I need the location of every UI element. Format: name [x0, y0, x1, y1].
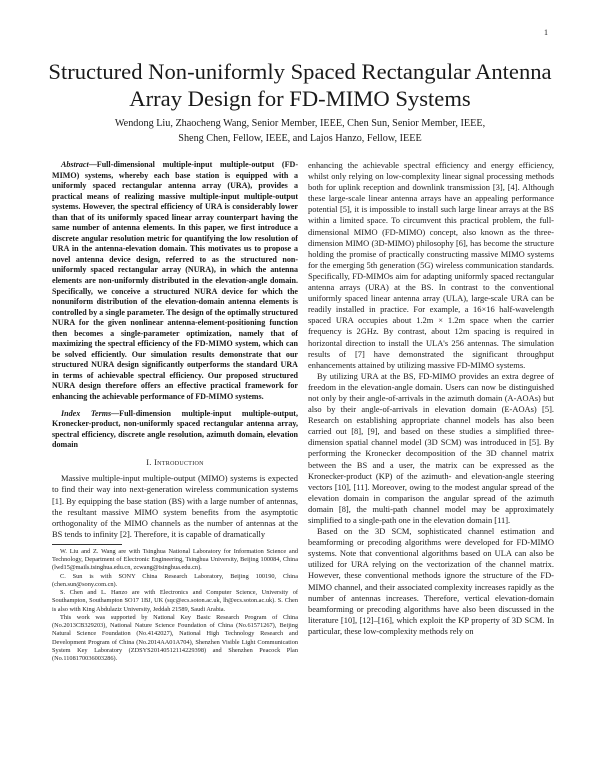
right-paragraph-2: By utilizing URA at the BS, FD-MIMO provides an extra degree of freedom in the elevation-angle domain. Users can now be distinguished not only by their angle-of-arrivals in the azimuth domain (A-AOAs) but also by their angle-of-arrivals in elevation domain (E-AOAs) [5]. Research on establishing appropriate channel models has also been carried out [8], [9], and based on these studies a simplified three-dimension spatial channel model (3D SCM) was introduced in [5]. By performing the Kronecker decomposition of the 3D channel matrix between the BS and a user, the matrix can be expressed as the Kronecker-product (KP) of the azimuth- and elevation-angle steering vectors [10], [11]. Moreover, owing to the modest angular spread of the elevation domain in comparison the angular spread of the azimuth domain [8], the multi-path channel model may be approximately simplified to a single-path one in the elevation domain [11]. — [308, 370, 554, 525]
author-list — [40, 116, 560, 146]
abstract — [52, 160, 298, 403]
index-terms-text: —Full-dimension multiple-input multiple-output, Kronecker-product, non-uniformly spaced rectangular antenna array, spectral efficiency, discrete angle resolution, azimuth domain, elevation domain — [52, 408, 298, 450]
author-line-2: Sheng Chen, Fellow, IEEE, and Lajos Hanzo, Fellow, IEEE — [178, 133, 422, 144]
abstract-text: —Full-dimensional multiple-input multiple-output (FD-MIMO) systems, whereby each base station is equipped with a uniformly spaced rectangular antenna array (URA), provides a practical means of realizing massive multiple-input multiple-output systems. However, the spectral efficiency of URA is considerably lower than that of its uniformly spaced linear array counterpart having the same number of antenna elements. In this paper, we first introduce a discrete angular resolution metric for quantifying the low resolution of URA in the antenna-elevation domain. This motivates us to propose a novel antenna device design, referred to as the structured non-uniformly spaced rectangular array (NURA), in which the antenna elements are non-uniformly distributed in the elevation-angle domain. Specifically, we conceive a structured NURA device for which the nonuniform distribution of the elevation-domain antenna elements is controlled by a single parameter. The design of the optimally structured NURA for the given nonlinear antenna-element-positioning function then becomes a single-parameter optimization, namely that of maximizing the spectral efficiency of the FD-MIMO system, which can be solved efficiently. Our simulation results demonstrate that our structured NURA design significantly outperforms the standard URA in terms of achievable spectral efficiency. Our proposed structured NURA design therefore offers an effective practical framework for enhancing the achievable performance of FD-MIMO systems. — [52, 160, 298, 402]
footnote-2: C. Sun is with SONY China Research Laboratory, Beijing 100190, China (chen.sun@sony.com.cn). — [52, 572, 298, 588]
intro-paragraph-1: Massive multiple-input multiple-output (MIMO) systems is expected to find their way into next-generation wireless communication systems [1]. By equipping the base station (BS) with a large number of antennas, the resultant massive MIMO system benefits from the asymptotic orthogonality of the MIMO channels as the number of antennas at the BS tends to infinity [2]. Therefore, it is capable of dramatically — [52, 473, 298, 539]
abstract-label: Abstract — [61, 160, 89, 169]
author-line-1: Wendong Liu, Zhaocheng Wang, Senior Member, IEEE, Chen Sun, Senior Member, IEEE, — [114, 118, 486, 129]
introduction-body — [52, 473, 298, 540]
left-column — [52, 160, 298, 663]
section-title: Introduction — [154, 457, 204, 467]
footnote-3: S. Chen and L. Hanzo are with Electronics and Computer Science, University of Southampton, Southampton SO17 1BJ, UK (sqc@ecs.soton.ac.uk, lh@ecs.soton.ac.uk). S. Chen is also with King Abdulaziz University, Jeddah 21589, Saudi Arabia. — [52, 589, 298, 613]
page-number: 1 — [544, 28, 548, 37]
footnote-4: This work was supported by National Key Basic Research Program of China (No.2013CB329203), National Nature Science Foundation of China (No.61571267), Beijing Natural Science Foundation (No.4142027), National High Technology Research and Development Program of China (No.2014AA01A704), Shenzhen Visible Light Communication System Key Laboratory (ZDSYS20140512114229398) and Shenzhen Peacock Plan (No.1108170036003286). — [52, 613, 298, 663]
section-heading — [52, 458, 298, 469]
right-paragraph-1: enhancing the achievable spectral efficiency and energy efficiency, whilst only relying on low-complexity linear signal processing methods both for uplink reception and downlink transmission [3], [4]. Although these large-scale linear antenna arrays have an appealing performance potential [5], it is impossible to install such large linear arrays at the BS within a limited space. To circumvent this practical problem, the full-dimensional MIMO (FD-MIMO) concept, also known as the three-dimension MIMO (3D-MIMO) philosophy [6], has become the structure holding the promise of practically constructing massive MIMO systems for the emerging 5th generation (5G) wireless communication standards. Specifically, FD-MIMOs aim for adapting uniformly spaced rectangular antenna arrays (URA) at the BS. In contrast to the conventional uniformly spaced linear antenna array (ULA), large-scale URA can be readily installed in practice. For example, a 16×16 half-wavelength spaced URA occupies about 1.2m × 1.2m space when the carrier frequency is 2GHz. By contrast, about 12m spacing is required in horizontal direction to install the ULA's 256 antennas. The simulation results of [7] have demonstrated the significant throughput enhancements attained by utilizing massive FD-MIMO systems. — [308, 160, 554, 370]
index-terms-label: Index Terms — [61, 408, 112, 418]
footnote-1: W. Liu and Z. Wang are with Tsinghua National Laboratory for Information Science and Technology, Department of Electronic Engineering, Tsinghua University, Beijing 100084, China (lwd15@mails.tsinghua.edu.cn, zcwang@tsinghua.edu.cn). — [52, 547, 298, 572]
right-paragraph-3: Based on the 3D SCM, sophisticated channel estimation and beamforming or precoding algorithms were developed for FD-MIMO systems. Note that conventional algorithms based on ULA can also be utilized for URA relying on the vectorization of the channel matrix. However, these conventional methods ignore the structure of the FD-MIMO channel, and their associated complexity increases rapidly as the number of antennas increases. Therefore, vertical elevation-domain beamforming or precoding algorithms have also been discussed in the literature [10], [12]–[16], which exploit the KP property of 3D SCM. In particular, these low-complexity methods rely on — [308, 526, 554, 636]
footnote-separator — [52, 544, 122, 545]
section-number: I. — [146, 457, 155, 467]
paper-title: Structured Non-uniformly Spaced Rectangular Antenna Array Design for FD-MIMO Systems — [48, 59, 552, 111]
index-terms — [52, 409, 298, 451]
footnotes — [52, 548, 298, 664]
right-column — [308, 160, 554, 637]
